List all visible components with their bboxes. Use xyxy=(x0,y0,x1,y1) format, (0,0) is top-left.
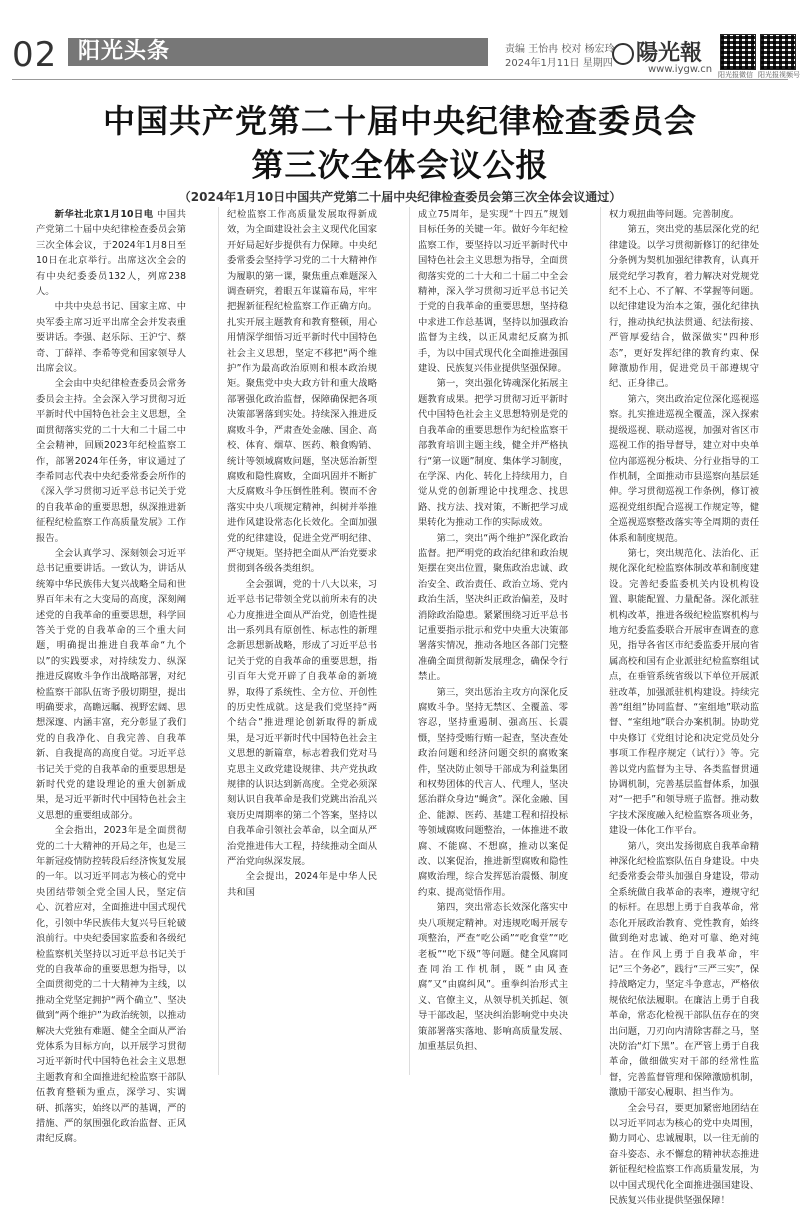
column-paragraph: 第二，突出“两个维护”深化政治监督。把严明党的政治纪律和政治规矩摆在突出位置，聚焦政治忠诚、政治安全、政治责任、政治立场、党内政治生活，坚决纠正政治偏差，及时消除政治隐患。紧紧围绕习近平总书记重要指示批示和党中央重大决策部署落实情况，推动各地区各部门完整准确全面贯彻新发展理念，确保令行禁止。 xyxy=(418,532,568,683)
website-url[interactable]: www.iygw.cn xyxy=(648,64,713,75)
headline-line-1: 中国共产党第二十届中央纪律检查委员会 xyxy=(102,102,697,140)
dateline: 新华社北京1月10日电 xyxy=(54,209,154,220)
column-paragraph: 中共中央总书记、国家主席、中央军委主席习近平出席全会并发表重要讲话。李强、赵乐际、王沪宁、蔡奇、丁薛祥、李希等党和国家领导人出席会议。 xyxy=(36,301,186,375)
sun-logo-icon xyxy=(612,43,634,65)
page-header xyxy=(0,0,800,80)
column-paragraph: 第五，突出党的基层深化党的纪律建设。以学习贯彻新修订的纪律处分条例为契机加强纪律教育，认真开展党纪学习教育，着力解决对党规党纪不上心、不了解、不掌握等问题。以纪律建设为治本之策，强化纪律执行，推动执纪执法贯通、纪法衔接、严管厚爱结合，做深做实“四种形态”，更好发挥纪律的教育约束、保障激励作用，促进党员干部遵规守纪、正身律己。 xyxy=(609,224,759,390)
column-paragraph: 第四，突出常态长效深化落实中央八项规定精神。对违规吃喝开展专项整治，严查“吃公函”“吃食堂”“吃老板”“吃下级”等问题。健全风腐同查同治工作机制，既“由风查腐”又“由腐纠风”。重拳纠治形式主义、官僚主义，从领导机关抓起、领导干部改起，坚决纠治影响党中央决策部署落实落地、影响高质量发展、加重基层负担、 xyxy=(418,902,568,1052)
qr-label-wechat: 阳光报微信 xyxy=(718,71,753,79)
column-paragraph: 第六，突出政治定位深化巡视巡察。扎实推进巡视全覆盖，深入探索提级巡视、联动巡视，加强对省区市巡视工作的指导督导，建立对中央单位内部巡视分板块、分行业指导的工作机制，全面推动市县巡察向基层延伸。学习贯彻巡视工作条例，修订被巡视党组织配合巡视工作规定等，健全巡视巡察整改落实等全周期的责任体系和制度规范。 xyxy=(609,393,759,544)
column-paragraph: 全会由中央纪律检查委员会常务委员会主持。全会深入学习贯彻习近平新时代中国特色社会主义思想，全面贯彻落实党的二十大和二十届二中全会精神，回顾2023年纪检监察工作，部署2024年任务，审议通过了李希同志代表中央纪委常委会所作的《深入学习贯彻习近平总书记关于党的自我革命的重要思想，纵深推进新征程纪检监察工作高质量发展》工作报告。 xyxy=(36,378,186,544)
header-divider xyxy=(12,79,788,80)
headline-line-2: 第三次全体会议公报 xyxy=(251,146,549,184)
paper-name: 陽光報 xyxy=(636,40,703,66)
article-column-3 xyxy=(418,207,568,1075)
column-divider xyxy=(600,207,601,1075)
column-paragraph: 第三，突出惩治主攻方向深化反腐败斗争。坚持无禁区、全覆盖、零容忍，坚持重遏制、强高压、长震慑，坚持受贿行贿一起查，坚决查处政治问题和经济问题交织的腐败案件，坚决防止领导干部成为利益集团和权势团体的代言人、代理人，坚决惩治群众身边“蝇贪”。深化金融、国企、能源、医药、基建工程和招投标等领域腐败问题整治，一体推进不敢腐、不能腐、不想腐，推动以案促改、以案促治，推进新型腐败和隐性腐败治理，综合发挥惩治震慑、制度约束、提高觉悟作用。 xyxy=(418,686,568,898)
column-paragraph: 第八，突出发扬彻底自我革命精神深化纪检监察队伍自身建设。中央纪委常委会带头加强自身建设，带动全系统做自我革命的表率，遵规守纪的标杆。在思想上勇于自我革命，常态化开展政治教育、党性教育，始终做到绝对忠诚、绝对可靠、绝对纯洁。在作风上勇于自我革命，牢记“三个务必”，践行“三严三实”，保持战略定力，坚定斗争意志，严格依规依纪依法履职。在廉洁上勇于自我革命，常态化检视干部队伍存在的突出问题，刀刃向内清除害群之马，坚决防治“灯下黑”。在严管上勇于自我革命，做细做实对干部的经常性监督，完善监督管理和保障激励机制，激励干部安心履职、担当作为。 xyxy=(609,840,759,1099)
column-paragraph: 纪检监察工作高质量发展取得新成效，为全面建设社会主义现代化国家开好局起好步提供有力保障。中央纪委常委会坚持学习党的二十大精神作为履职的第一课，聚焦重点难题深入调查研究，着眼五年谋篇布局，牢牢把握新征程纪检监察工作正确方向。扎实开展主题教育和教育整顿，用心用情深学细悟习近平新时代中国特色社会主义思想，坚定不移把“两个维护”作为最高政治原则和根本政治规矩。聚焦党中央大政方针和重大战略部署强化政治监督，保障确保把各项决策部署落到实处。持续深入推进反腐败斗争，严肃查处金融、国企、高校、体育、烟草、医药、粮食购销、统计等领域腐败问题，坚决惩治新型腐败和隐性腐败，全面巩固并不断扩大反腐败斗争压倒性胜利。锲而不舍落实中央八项规定精神，纠树并举推进作风建设常态化长效化。全面加强党的纪律建设，促进全党严明纪律、严守规矩。坚持把全面从严治党要求贯彻到各级各类组织。 xyxy=(227,209,377,575)
editors-credit: 责编 王怡冉 校对 杨宏玲 xyxy=(505,44,615,55)
column-paragraph: 全会认真学习、深刻领会习近平总书记重要讲话。一致认为，讲话从统筹中华民族伟大复兴战略全局和世界百年未有之大变局的高度，深刻阐述党的自我革命的重要思想，科学回答关于党的自我革命的三个重大问题，明确提出推进自我革命“九个以”的实践要求，对持续发力、纵深推进反腐败斗争作出战略部署，对纪检监察干部队伍寄予殷切期望，提出明确要求，高瞻远瞩、视野宏阔、思想深邃、内涵丰富，充分彰显了我们党的自我净化、自我完善、自我革新、自我提高的高度自觉。习近平总书记关于党的自我革命的重要思想是新时代党的建设理论的重大创新成果，是习近平新时代中国特色社会主义思想的重要组成部分。 xyxy=(36,547,186,821)
article-column-2 xyxy=(227,207,377,1075)
paper-logo xyxy=(612,36,702,67)
article-column-4 xyxy=(609,207,759,1206)
page-number: 02 xyxy=(12,35,58,75)
section-title: 阳光头条 xyxy=(78,39,171,64)
column-paragraph: 权力观扭曲等问题。完善制度。 xyxy=(609,209,740,220)
qr-label-video: 阳光报视频号 xyxy=(758,71,800,79)
column-paragraph: 全会号召，要更加紧密地团结在以习近平同志为核心的党中央周围，勤力同心、忠诚履职，以一往无前的奋斗姿态、永不懈怠的精神状态推进新征程纪检监察工作高质量发展，为以中国式现代化全面推进强国建设、民族复兴伟业提供坚强保障！ xyxy=(609,1102,759,1206)
article-subtitle: （2024年1月10日中国共产党第二十届中央纪律检查委员会第三次全体会议通过） xyxy=(178,190,622,204)
column-paragraph: 第七，突出规范化、法治化、正规化深化纪检监察体制改革和制度建设。完善纪委监委机关内设机构设置、职能配置、力量配备。深化派驻机构改革，推进各级纪检监察机构与地方纪委监委联合开展审查调查的意见，指导各省区市纪委监委开展向省属高校和国有企业派驻纪检监察组试点，在垂管系统省级以下单位开展派驻改革，加强派驻机构建设。持续完善“组组”协同监督、“室组地”联动监督、“室组地”联合办案机制。协助党中央修订《党组讨论和决定党员处分事项工作程序规定（试行）》等。完善以党内监督为主导、各类监督贯通协调机制，完善基层监督体系，加强对“一把手”和领导班子监督。推动数字技术深度融入纪检监察各项业务，建设一体化工作平台。 xyxy=(609,547,759,837)
column-paragraph: 成立75周年，是实现“十四五”规划目标任务的关键一年。做好今年纪检监察工作，要坚持以习近平新时代中国特色社会主义思想为指导，全面贯彻落实党的二十大和二十届二中全会精神，深入学习贯彻习近平总书记关于党的自我革命的重要思想，坚持稳中求进工作总基调，坚持以加强政治监督为主线，以正风肃纪反腐为抓手，为以中国式现代化全面推进强国建设、民族复兴伟业提供坚强保障。 xyxy=(418,209,568,375)
video-qr-code-icon xyxy=(760,34,796,70)
column-divider xyxy=(218,207,219,1075)
column-paragraph: 全会提出，2024年是中华人民共和国 xyxy=(227,871,377,898)
column-divider xyxy=(409,207,410,1075)
wechat-qr-code-icon xyxy=(720,34,756,70)
column-paragraph: 第一，突出强化铸魂深化拓展主题教育成果。把学习贯彻习近平新时代中国特色社会主义思想特别是党的自我革命的重要思想作为纪检监察干部教育培训主题主线，健全并严格执行“第一议题”制度、集体学习制度，在学深、内化、转化上持续用力，自觉从党的创新理论中找理念、找思路、找方法、找对策，不断把学习成果转化为推动工作的实际成效。 xyxy=(418,378,568,529)
column-paragraph: 全会强调，党的十八大以来，习近平总书记带领全党以前所未有的决心力度推进全面从严治党，创造性提出一系列具有原创性、标志性的新理念新思想新战略，形成了习近平总书记关于党的自我革命的重要思想，指引百年大党开辟了自我革命的新境界，取得了系统性、全方位、开创性的历史性成就。这是我们党坚持“两个结合”推进理论创新取得的新成果，是习近平新时代中国特色社会主义思想的新篇章，标志着我们党对马克思主义政党建设规律、共产党执政规律的认识达到新高度。全党必须深刻认识自我革命是我们党跳出治乱兴衰历史周期率的第二个答案，坚持以自我革命引领社会革命，以全面从严治党推进伟大工程，持续推动全面从严治党向纵深发展。 xyxy=(227,578,377,868)
column-paragraph: 全会指出，2023年是全面贯彻党的二十大精神的开局之年，也是三年新冠疫情防控转段后经济恢复发展的一年。以习近平同志为核心的党中央团结带领全党全国人民，坚定信心、沉着应对，全面推进中国式现代化，引领中华民族伟大复兴号巨轮破浪前行。中央纪委国家监委和各级纪检监察机关坚持以习近平总书记关于党的自我革命的重要思想为指导，以全面贯彻党的二十大精神为主线，以推动全党坚定拥护“两个确立”、坚决做到“两个维护”为政治统领，以推动解决大党独有难题、健全全面从严治党体系为目标方向，以开展学习贯彻习近平新时代中国特色社会主义思想主题教育和全面推进纪检监察干部队伍教育整顿为重点，深学习、实调研、抓落实，始终以严的基调，严的措施、严的氛围强化政治监督、正风肃纪反腐。 xyxy=(36,825,186,1145)
issue-date: 2024年1月11日 星期四 xyxy=(505,58,613,69)
column-paragraph: 新华社北京1月10日电 中国共产党第二十届中央纪律检查委员会第三次全体会议，于2024年1月8日至10日在北京举行。出席这次全会的有中央纪委委员132人，列席238人。 xyxy=(36,209,186,298)
article-column-1 xyxy=(36,207,186,1145)
